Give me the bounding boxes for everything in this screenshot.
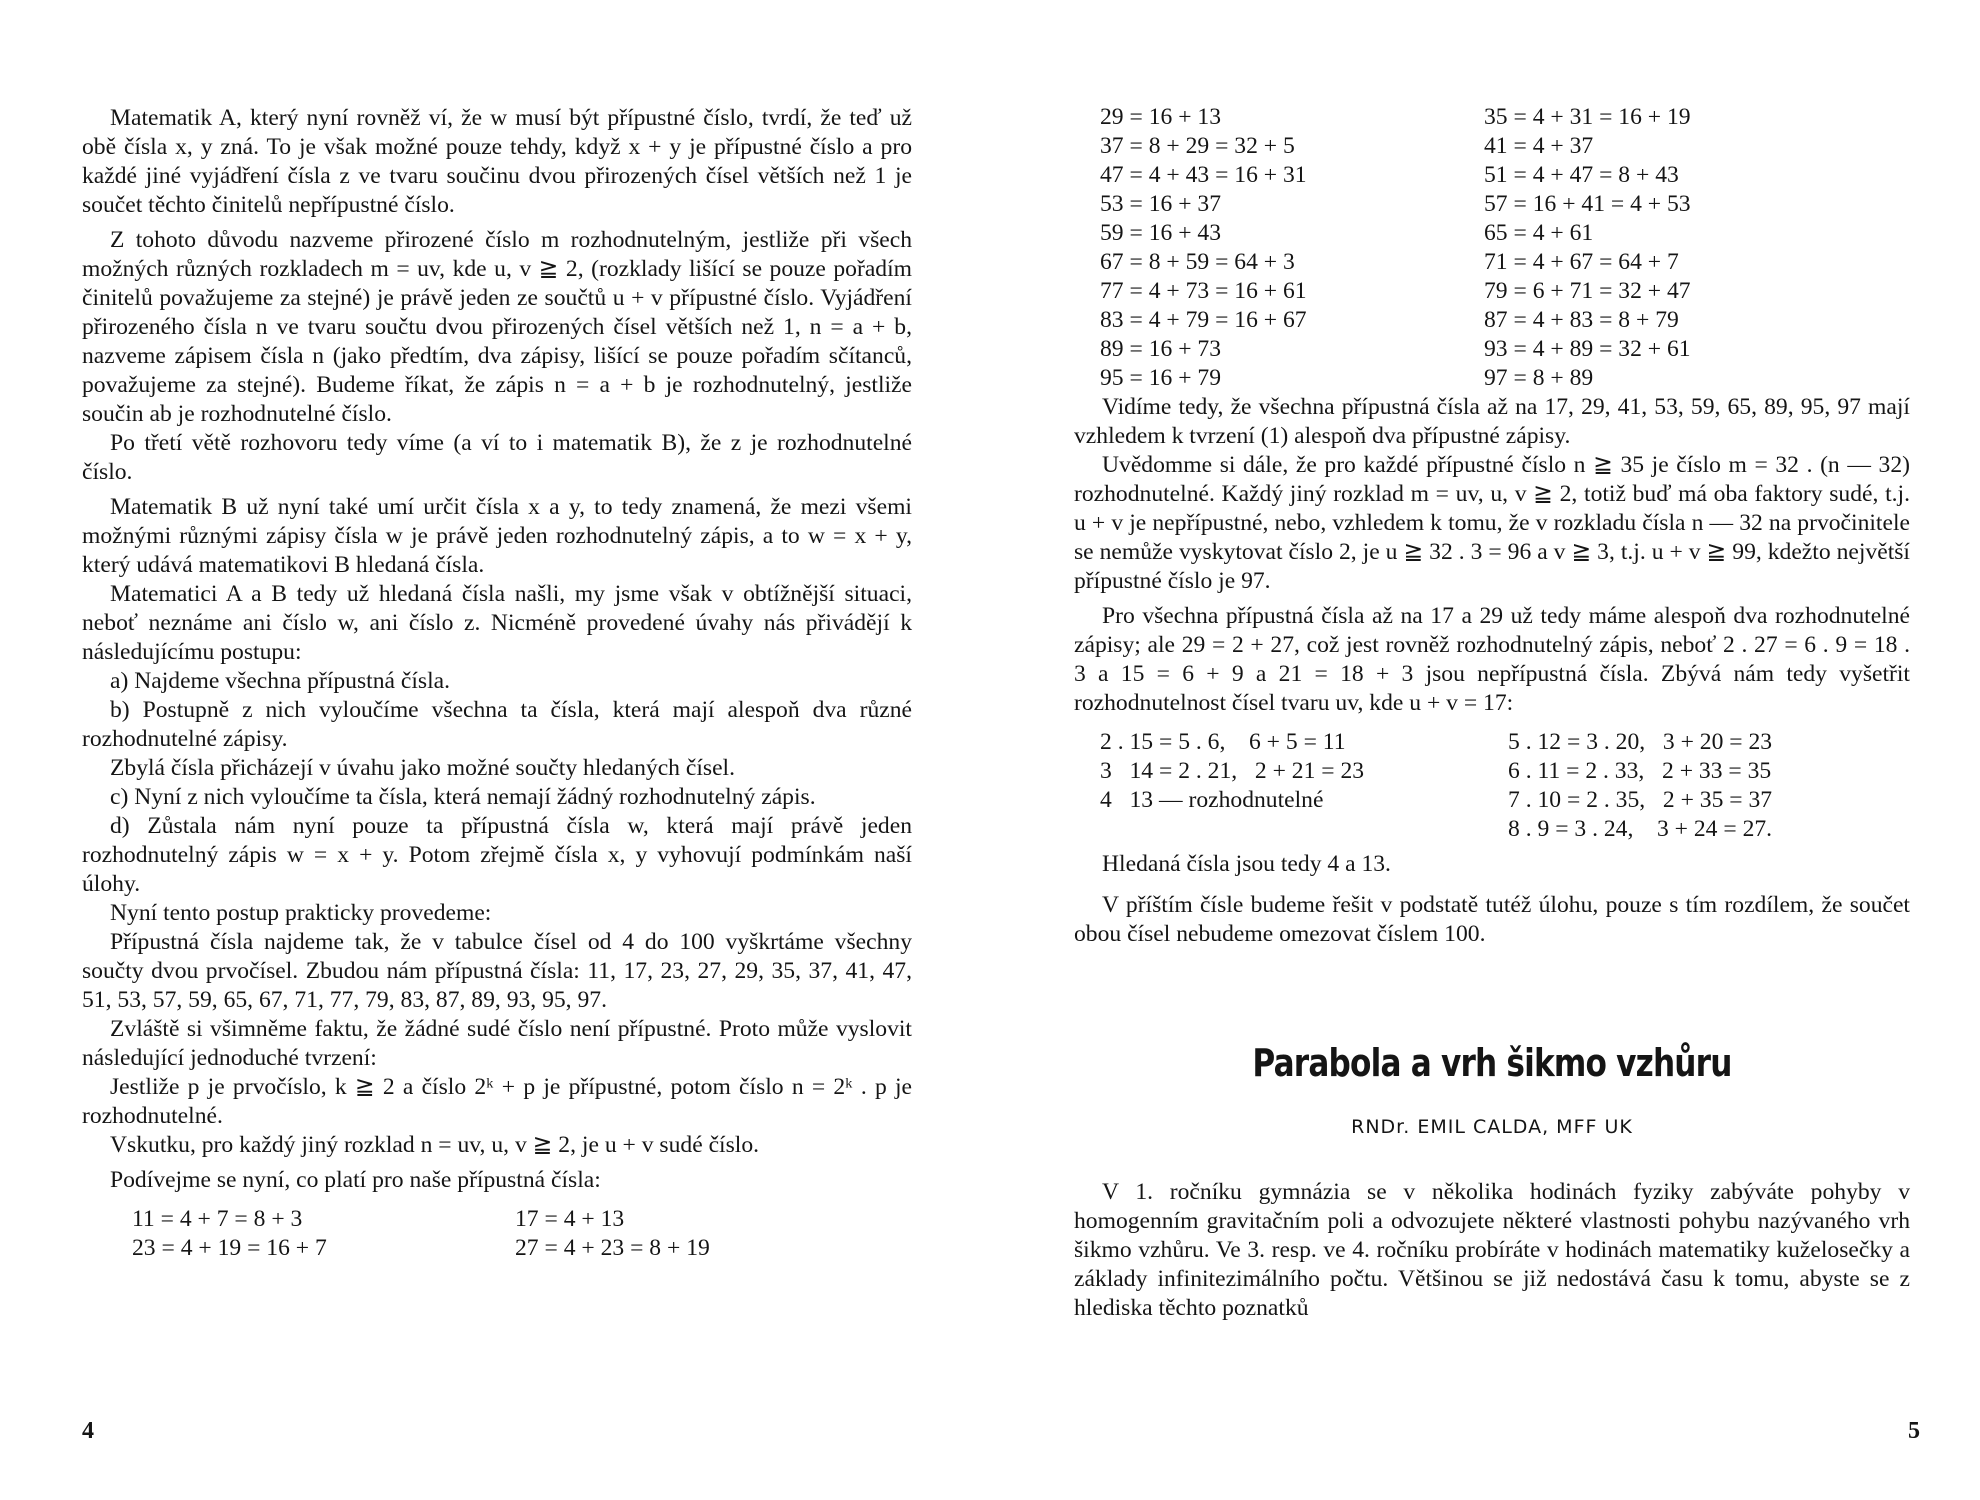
list-item: a) Najdeme všechna přípustná čísla. xyxy=(110,668,451,694)
equation: 67 = 8 + 59 = 64 + 3 xyxy=(1100,249,1295,275)
paragraph: Matematik A, který nyní rovněž ví, že w musí být přípustné číslo, tvrdí, že teď už obě čísla x, y zná. To je však možné pouze tehdy, když x + y je přípustné číslo a pro každé jiné vyjádření čísla z ve tvaru součinu dvou přirozených čísel větších než 1 je součet těchto činitelů nepřípustné číslo. xyxy=(82,105,912,218)
paragraph: Přípustná čísla najdeme tak, že v tabulce čísel od 4 do 100 vyškrtáme všechny součty dvou prvočísel. Zbudou nám přípustná čísla: 11, 17, 23, 27, 29, 35, 37, 41, 47, 51, 53, 57, 59, 65, 67, 71, 77, 79, 83, 87, 89, 93, 95, 97. xyxy=(82,929,912,1013)
equation: 37 = 8 + 29 = 32 + 5 xyxy=(1100,133,1295,159)
equation: 41 = 4 + 37 xyxy=(1484,133,1594,159)
equation: 29 = 16 + 13 xyxy=(1100,104,1221,130)
paragraph: Nyní tento postup prakticky provedeme: xyxy=(110,900,492,926)
article-intro: V 1. ročníku gymnázia se v několika hodinách fyziky zabýváte pohyby v homogenním gravitačním poli a odvozujete některé vlastnosti pohybu nazývaného vrh šikmo vzhůru. Ve 3. resp. ve 4. ročníku probíráte v hodinách matematiky kuželosečky a základy infinitezimálního počtu. Většinou se již nedostává času k tomu, abyste se z hlediska těchto poznatků xyxy=(1074,1179,1910,1321)
equation: 59 = 16 + 43 xyxy=(1100,220,1221,246)
page-number: 5 xyxy=(1908,1418,1920,1444)
theorem: Jestliže p je prvočíslo, k ≧ 2 a číslo 2ᵏ + p je přípustné, potom číslo n = 2ᵏ . p je rozhodnutelné. xyxy=(82,1074,912,1129)
right-page xyxy=(990,0,1980,1500)
paragraph: Vskutku, pro každý jiný rozklad n = uv, u, v ≧ 2, je u + v sudé číslo. xyxy=(110,1132,760,1158)
next-issue-note: V příštím čísle budeme řešit v podstatě tutéž úlohu, pouze s tím rozdílem, že součet obou čísel nebudeme omezovat číslem 100. xyxy=(1074,892,1910,947)
equation-list xyxy=(1074,103,1910,393)
table-cell: 7 . 10 = 2 . 35, 2 + 35 = 37 xyxy=(1508,787,1773,813)
paragraph: Uvědomme si dále, že pro každé přípustné číslo n ≧ 35 je číslo m = 32 . (n — 32) rozhodnutelné. Každý jiný rozklad m = uv, u, v ≧ 2, totiž buď má oba faktory sudé, t.j. u + v je nepřípustné, nebo, vzhledem k tomu, že v rozkladu čísla n — 32 na prvočinitele se nemůže vyskytovat číslo 2, je u ≧ 32 . 3 = 96 a v ≧ 3, t.j. u + v ≧ 99, kdežto největší přípustné číslo je 97. xyxy=(1074,452,1910,594)
equation: 65 = 4 + 61 xyxy=(1484,220,1594,246)
left-text-column xyxy=(82,104,912,1263)
equation: 71 = 4 + 67 = 64 + 7 xyxy=(1484,249,1679,275)
equation: 87 = 4 + 83 = 8 + 79 xyxy=(1484,307,1679,333)
table-cell: 4 13 — rozhodnutelné xyxy=(1100,787,1324,813)
equation: 51 = 4 + 47 = 8 + 43 xyxy=(1484,162,1679,188)
table-cell: 5 . 12 = 3 . 20, 3 + 20 = 23 xyxy=(1508,729,1773,755)
equation: 93 = 4 + 89 = 32 + 61 xyxy=(1484,336,1691,362)
equation: 53 = 16 + 37 xyxy=(1100,191,1221,217)
paragraph: Matematici A a B tedy už hledaná čísla našli, my jsme však v obtížnější situaci, neboť neznáme ani číslo w, ani číslo z. Nicméně provedené úvahy nás přivádějí k následujícímu postupu: xyxy=(82,581,912,665)
equation: 77 = 4 + 73 = 16 + 61 xyxy=(1100,278,1307,304)
paragraph: Zbylá čísla přicházejí v úvahu jako možné součty hledaných čísel. xyxy=(110,755,736,781)
list-item: d) Zůstala nám nyní pouze ta přípustná čísla w, která mají právě jeden rozhodnutelný zápis w = x + y. Potom zřejmě čísla x, y vyhovují podmínkám naší úlohy. xyxy=(82,813,912,897)
table-cell: 3 14 = 2 . 21, 2 + 21 = 23 xyxy=(1100,758,1365,784)
paragraph: Matematik B už nyní také umí určit čísla x a y, to tedy znamená, že mezi všemi možnými různými zápisy čísla w je právě jeden rozhodnutelný zápis, a to w = x + y, který udává matematikovi B hledaná čísla. xyxy=(82,494,912,578)
article-author: RNDr. EMIL CALDA, MFF UK xyxy=(1351,1116,1633,1138)
equation: 83 = 4 + 79 = 16 + 67 xyxy=(1100,307,1307,333)
list-item: b) Postupně z nich vyloučíme všechna ta čísla, která mají alespoň dva různé rozhodnutelné zápisy. xyxy=(82,697,912,752)
equation: 95 = 16 + 79 xyxy=(1100,365,1221,391)
equation: 89 = 16 + 73 xyxy=(1100,336,1221,362)
article-title: Parabola a vrh šikmo vzhůru xyxy=(1252,1041,1732,1085)
list-item: c) Nyní z nich vyloučíme ta čísla, která nemají žádný rozhodnutelný zápis. xyxy=(110,784,816,810)
equation: 57 = 16 + 41 = 4 + 53 xyxy=(1484,191,1691,217)
conclusion: Hledaná čísla jsou tedy 4 a 13. xyxy=(1102,851,1391,877)
paragraph: Po třetí větě rozhovoru tedy víme (a ví to i matematik B), že z je rozhodnutelné číslo. xyxy=(82,430,912,485)
factorization-table xyxy=(1074,728,1910,844)
page-number: 4 xyxy=(82,1418,94,1444)
table-cell: 2 . 15 = 5 . 6, 6 + 5 = 11 xyxy=(1100,729,1346,755)
equation-list xyxy=(82,1205,912,1263)
paragraph: Vidíme tedy, že všechna přípustná čísla až na 17, 29, 41, 53, 59, 65, 89, 95, 97 mají vzhledem k tvrzení (1) alespoň dva přípustné zápisy. xyxy=(1074,394,1910,449)
paragraph: Z tohoto důvodu nazveme přirozené číslo m rozhodnutelným, jestliže při všech možných různých rozkladech m = uv, kde u, v ≧ 2, (rozklady lišící se pouze pořadím činitelů považujeme za stejné) je právě jeden ze součtů u + v přípustné číslo. Vyjádření přirozeného čísla n ve tvaru součtu dvou přirozených čísel větších než 1, n = a + b, nazveme zápisem čísla n (jako předtím, dva zápisy, lišící se pouze pořadím sčítanců, považujeme za stejné). Budeme říkat, že zápis n = a + b je rozhodnutelný, jestliže součin ab je rozhodnutelné číslo. xyxy=(82,227,912,427)
equation: 23 = 4 + 19 = 16 + 7 xyxy=(132,1235,327,1261)
equation: 17 = 4 + 13 xyxy=(515,1206,625,1232)
equation: 27 = 4 + 23 = 8 + 19 xyxy=(515,1235,710,1261)
table-cell: 8 . 9 = 3 . 24, 3 + 24 = 27. xyxy=(1508,816,1773,842)
table-cell: 6 . 11 = 2 . 33, 2 + 33 = 35 xyxy=(1508,758,1772,784)
right-text-column xyxy=(1074,103,1910,1323)
paragraph: Podívejme se nyní, co platí pro naše přípustná čísla: xyxy=(110,1167,601,1193)
equation: 47 = 4 + 43 = 16 + 31 xyxy=(1100,162,1307,188)
equation: 11 = 4 + 7 = 8 + 3 xyxy=(132,1206,303,1232)
equation: 97 = 8 + 89 xyxy=(1484,365,1594,391)
equation: 35 = 4 + 31 = 16 + 19 xyxy=(1484,104,1691,130)
paragraph: Pro všechna přípustná čísla až na 17 a 29 už tedy máme alespoň dva rozhodnutelné zápisy; ale 29 = 2 + 27, což jest rovněž rozhodnutelný zápis, neboť 2 . 27 = 6 . 9 = 18 . 3 a 15 = 6 + 9 a 21 = 18 + 3 jsou nepřípustná čísla. Zbývá nám tedy vyšetřit rozhodnutelnost čísel tvaru uv, kde u + v = 17: xyxy=(1074,603,1910,716)
table-cell xyxy=(1100,815,1508,844)
paragraph: Zvláště si všimněme faktu, že žádné sudé číslo není přípustné. Proto může vyslovit následující jednoduché tvrzení: xyxy=(82,1016,912,1071)
equation: 79 = 6 + 71 = 32 + 47 xyxy=(1484,278,1691,304)
